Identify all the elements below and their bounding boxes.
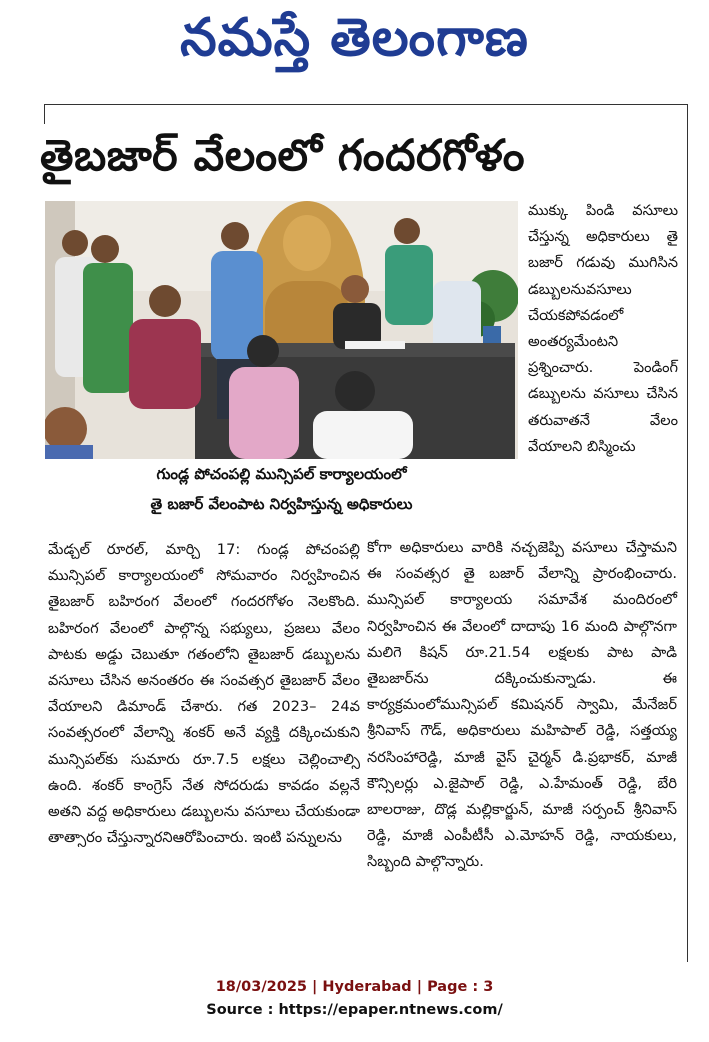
masthead xyxy=(0,0,709,80)
article-column-left xyxy=(48,537,360,851)
caption-line-1: గుండ్ల పోచంపల్లి మున్సిపల్ కార్యాలయంలో xyxy=(156,465,407,483)
newspaper-logo: నమస్తే తెలంగాణ xyxy=(180,7,529,68)
article-frame-right xyxy=(687,104,688,962)
article-column-right-bottom xyxy=(367,535,677,876)
caption-line-2: తై బజార్ వేలంపాట నిర్వహిస్తున్న అధికారులు xyxy=(150,495,413,513)
article-paragraph: కోగా అధికారులు వారికి నచ్చజెప్పి వసూలు చేస్తామని ఈ సంవత్సర తై బజార్ వేలాన్ని ప్రారంభించారు. మున్సిపల్ కార్యాలయ సమావేశ మందిరంలో నిర్వహించిన ఈ వేలంలో దాదాపు 16 మంది పాల్గొనగా మలిగె కిషన్ రూ.21.54 లక్షలకు పాట పాడి తైబజార్‌ను దక్కించుకున్నాడు. ఈ కార్యక్రమంలోమున్సిపల్ కమిషనర్ స్వామి, మేనేజర్ శ్రీనివాస్ గౌడ్, అధికారులు మహిపాల్ రెడ్డి, సత్తయ్య నరసింహారెడ్డి, మాజీ వైస్ చైర్మన్ డి.ప్రభాకర్, మాజీ కౌన్సిలర్లు ఎ.జైపాల్ రెడ్డి, ఎ.హేమంత్ రెడ్డి, బేరి బాలరాజు, దొడ్ల మల్లికార్జున్, మాజీ సర్పంచ్ శ్రీనివాస్ రెడ్డి, మాజీ ఎంపీటీసీ ఎ.మోహన్ రెడ్డి, నాయకులు, సిబ్బంది పాల్గొన్నారు. xyxy=(367,539,677,871)
article-paragraph: ముక్కు పిండి వసూలు చేస్తున్న అధికారులు తై బజార్ గడువు ముగిసిన డబ్బులనువసూలు చేయకపోవడంలో అంతర్యమేంటని ప్రశ్నించారు. పెండింగ్ డబ్బులను వసూలు చేసిన తరువాతనే వేలం వేయాలని బిస్మించు xyxy=(528,202,678,455)
meeting-photo-illustration xyxy=(45,201,518,459)
footer-source: Source : https://epaper.ntnews.com/ xyxy=(206,1002,503,1018)
footer-dateline: 18/03/2025 | Hyderabad | Page : 3 xyxy=(215,979,494,995)
photo-caption xyxy=(45,459,518,523)
article-headline: తైబజార్ వేలంలో గందరగోళం xyxy=(40,131,526,181)
article-frame-top xyxy=(44,104,688,105)
article-column-right-top xyxy=(528,198,678,460)
article-paragraph: మేడ్చల్ రూరల్, మార్చి 17: గుండ్ల పోచంపల్లి మున్సిపల్ కార్యాలయంలో సోమవారం నిర్వహించిన తైబజార్ బహిరంగ వేలంలో గందరగోళం నెలకొంది. బహిరంగ వేలంలో పాల్గొన్న సభ్యులు, ప్రజలు వేలం పాటకు అడ్డు చెబుతూ గతంలోని తైబజార్ డబ్బులను వసూలు చేసిన అనంతరం ఈ సంవత్సర తైబజార్ వేలం వేయాలని డిమాండ్ చేశారు. గత 2023– 24వ సంవత్సరంలో వేలాన్ని శంకర్ అనే వ్యక్తి దక్కించుకుని మున్సిపల్‌కు సుమారు రూ.7.5 లక్షలు చెల్లించాల్సి ఉంది. శంకర్ కాంగ్రెస్ నేత సోదరుడు కావడం వల్లనే అతని వద్ద అధికారులు డబ్బులను వసూలు చేయకుండా తాత్సారం చేస్తున్నారనిఆరోపించారు. ఇంటి పన్నులను xyxy=(48,541,360,847)
article-photo xyxy=(45,201,518,459)
